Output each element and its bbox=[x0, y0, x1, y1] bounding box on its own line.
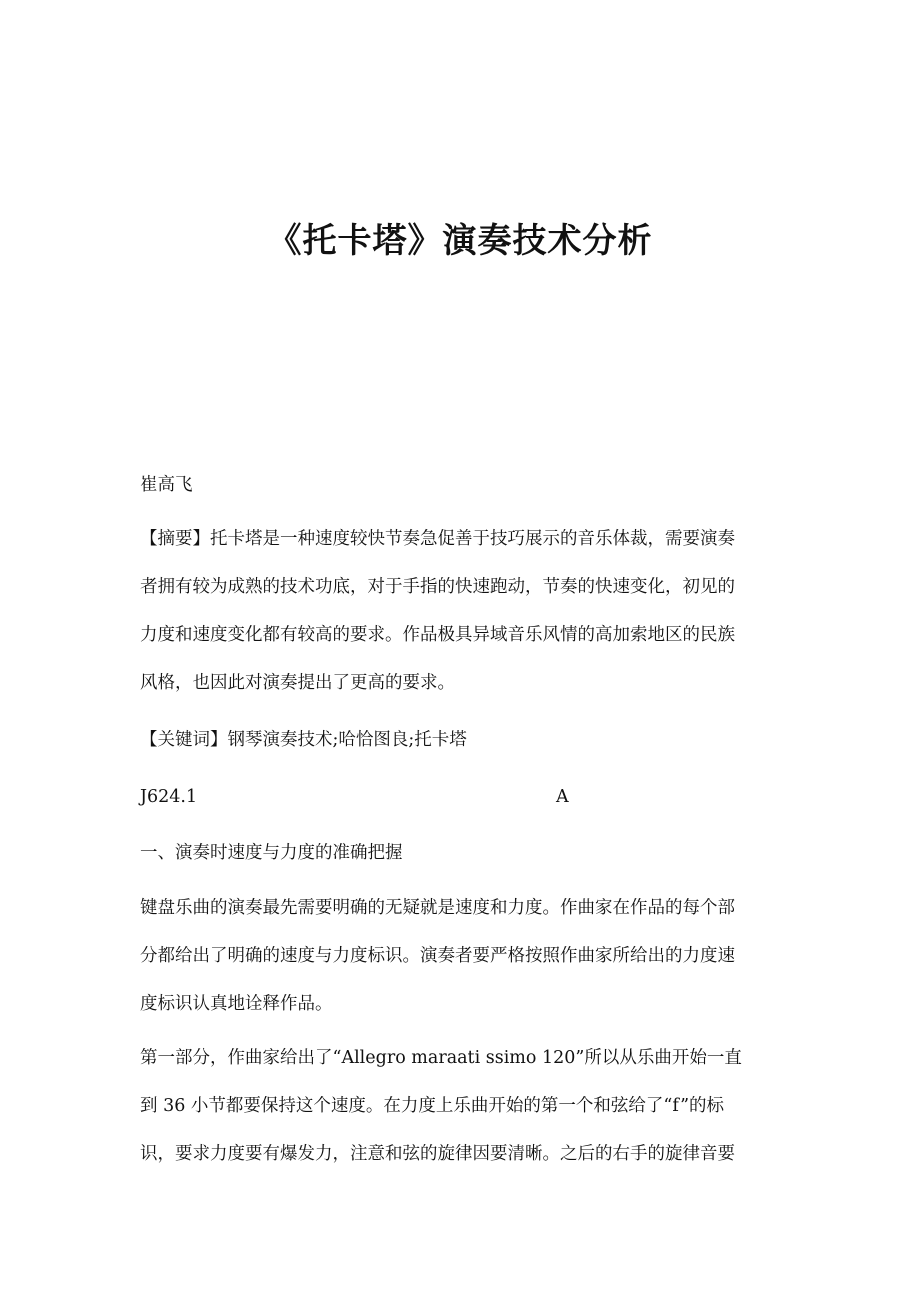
paragraph-line: 分都给出了明确的速度与力度标识。演奏者要严格按照作曲家所给出的力度速 bbox=[140, 946, 735, 966]
paragraph-line: 到 36 小节都要保持这个速度。在力度上乐曲开始的第一个和弦给了“f”的标 bbox=[140, 1096, 725, 1116]
paragraph-line: 度标识认真地诠释作品。 bbox=[140, 994, 333, 1014]
paragraph-2 bbox=[140, 1043, 790, 1187]
abstract-line: 力度和速度变化都有较高的要求。作品极具异域音乐风情的高加索地区的民族 bbox=[140, 625, 735, 645]
abstract bbox=[140, 524, 790, 716]
abstract-line: 风格，也因此对演奏提出了更高的要求。 bbox=[140, 673, 455, 693]
section-heading: 一、演奏时速度与力度的准确把握 bbox=[140, 843, 403, 863]
clc-number: J624.1 bbox=[140, 787, 198, 807]
paragraph-1 bbox=[140, 893, 790, 1037]
paragraph-line: 键盘乐曲的演奏最先需要明确的无疑就是速度和力度。作曲家在作品的每个部 bbox=[140, 898, 735, 918]
abstract-line: 【摘要】托卡塔是一种速度较快节奏急促善于技巧展示的音乐体裁，需要演奏 bbox=[140, 529, 735, 549]
document-code: A bbox=[556, 787, 569, 807]
paragraph-line: 第一部分，作曲家给出了“Allegro maraati ssimo 120”所以从乐曲开始一直 bbox=[140, 1048, 742, 1068]
abstract-line: 者拥有较为成熟的技术功底，对于手指的快速跑动，节奏的快速变化，初见的 bbox=[140, 577, 735, 597]
paragraph-line: 识，要求力度要有爆发力，注意和弦的旋律因要清晰。之后的右手的旋律音要 bbox=[140, 1144, 735, 1164]
keywords: 【关键词】钢琴演奏技术;哈恰图良;托卡塔 bbox=[140, 730, 467, 750]
article-title: 《托卡塔》演奏技术分析 bbox=[267, 221, 653, 261]
author-name: 崔高飞 bbox=[140, 475, 193, 495]
